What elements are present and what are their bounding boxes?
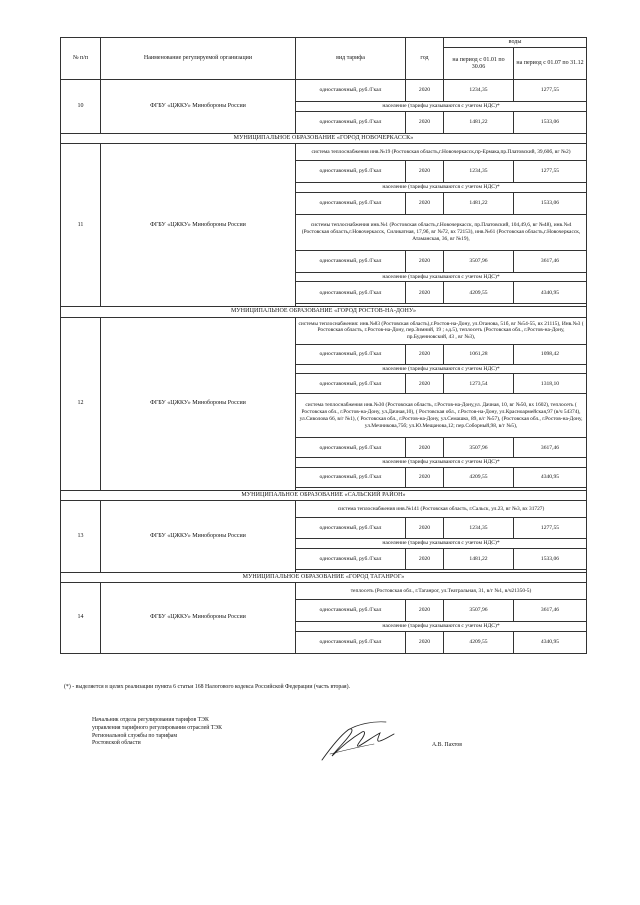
signatory-line: Региональной службы по тарифам [92, 732, 178, 739]
signatory-position [92, 717, 222, 748]
header-org: Наименование регулируемой организации [101, 38, 296, 80]
tariff-value-2: 1277,55 [514, 80, 587, 102]
population-note: население (тарифы указываются с учетом НДС)* [296, 102, 587, 112]
tariff-year: 2020 [406, 282, 444, 304]
tariff-value-1: 3507,96 [444, 600, 514, 622]
tariff-value-2: 1318,10 [514, 374, 587, 394]
tariff-year: 2020 [406, 518, 444, 539]
tariff-value-1: 1234,35 [444, 161, 514, 183]
org-name: ФГБУ «ЦЖКУ» Минобороны России [101, 80, 296, 134]
table-row [61, 80, 587, 102]
row-number: 13 [61, 501, 101, 573]
tariff-value-1: 1481,22 [444, 548, 514, 569]
tariff-value-1: 1273,54 [444, 374, 514, 394]
municipality-heading: МУНИЦИПАЛЬНОЕ ОБРАЗОВАНИЕ «ГОРОД ТАГАНРОГ» [61, 572, 587, 582]
tariff-type: одноставочный, руб./Гкал [296, 468, 406, 488]
tariff-value-2: 3617,46 [514, 438, 587, 458]
population-note: население (тарифы указываются с учетом НДС)* [296, 458, 587, 468]
row-number: 11 [61, 144, 101, 307]
tariff-value-1: 1234,35 [444, 80, 514, 102]
handwritten-signature [318, 716, 408, 764]
tariff-value-2: 3617,46 [514, 600, 587, 622]
header-period-1: на период с 01.01 по 30.06 [444, 48, 514, 80]
tariff-year: 2020 [406, 161, 444, 183]
tariff-type: одноставочный, руб./Гкал [296, 282, 406, 304]
heat-system-description: системы теплоснабжения инв.№1 (Ростовская область,г.Новочеркасск, пр.Платовский, 104,49,6, вг №48), инв.№4 (Ростовская область,г.Новочеркасск, Силикатная, 17,9б, вг №72, вх 72153), инв.№61 (Ростовская область,г.Новочеркасск, Атаманская, 36, вг №19), [296, 214, 587, 250]
signatory-line: Начальник отдела регулирования тарифов ТЭК [92, 717, 209, 723]
row-number: 10 [61, 80, 101, 134]
tariff-type: одноставочный, руб./Гкал [296, 80, 406, 102]
tariff-value-1: 1234,35 [444, 518, 514, 539]
tariff-type: одноставочный, руб./Гкал [296, 518, 406, 539]
heat-system-description: система теплоснабжения инв.№141 (Ростовская область, г.Сальск, ул.23, вг №3, вх 31727) [296, 501, 587, 518]
population-note: население (тарифы указываются с учетом НДС)* [296, 272, 587, 282]
tariff-value-2: 1098,42 [514, 344, 587, 364]
municipality-heading: МУНИЦИПАЛЬНОЕ ОБРАЗОВАНИЕ «ГОРОД НОВОЧЕРКАССК» [61, 133, 587, 143]
tariff-type: одноставочный, руб./Гкал [296, 548, 406, 569]
tariff-table [60, 37, 587, 654]
signatory-line: управления тарифного регулирования отраслей ТЭК [92, 724, 222, 731]
heat-system-description: система теплоснабжения инв.№30 (Ростовская область, г.Ростов-на-Дону,ул. Дачная, 10, вг №50, вх 1602), теплосеть ( Ростовская обл., г.Ростов-на-Дону, ул.Дачная,10), ( Ростовская обл., г.Ростов-на-Дону, ул.Красноармейская,97 (в/ч 54374), ул.Сиволова 66, в/г №1), ( Ростовская обл., г.Ростов-на-Дону, ул.Семашко, 89, в/г №57), (Ростовская обл., г.Ростов-на-Дону, ул.Мечникова,75б; ул.Ю.Мещанова,12; пер.Соборный,98, в/г №5), [296, 394, 587, 438]
tariff-value-1: 3507,96 [444, 438, 514, 458]
municipality-heading: МУНИЦИПАЛЬНОЕ ОБРАЗОВАНИЕ «САЛЬСКИЙ РАЙОН» [61, 491, 587, 501]
tariff-value-1: 3507,96 [444, 250, 514, 272]
tariff-value-1: 1481,22 [444, 192, 514, 214]
tariff-type: одноставочный, руб./Гкал [296, 192, 406, 214]
org-name: ФГБУ «ЦЖКУ» Минобороны России [101, 317, 296, 490]
tariff-type: одноставочный, руб./Гкал [296, 438, 406, 458]
tariff-type: одноставочный, руб./Гкал [296, 161, 406, 183]
heat-system-description: система теплоснабжения инв.№19 (Ростовская область,г.Новочеркасск,пр-Ермака,пр.Платовский, 39,60б, вг №2) [296, 144, 587, 161]
heat-system-description: теплосеть (Ростовская обл., г.Таганрог, ул.Театральная, 31, в/г №1, в/ч21350-5) [296, 583, 587, 600]
tariff-value-2: 1533,06 [514, 111, 587, 133]
tariff-value-2: 1277,55 [514, 161, 587, 183]
tariff-type: одноставочный, руб./Гкал [296, 111, 406, 133]
tariff-type: одноставочный, руб./Гкал [296, 600, 406, 622]
tariff-year: 2020 [406, 600, 444, 622]
tariff-value-1: 1481,22 [444, 111, 514, 133]
tariff-value-1: 4209,55 [444, 631, 514, 653]
tariff-year: 2020 [406, 548, 444, 569]
tariff-year: 2020 [406, 468, 444, 488]
header-group: воды [444, 38, 587, 48]
tariff-value-1: 1061,28 [444, 344, 514, 364]
org-name: ФГБУ «ЦЖКУ» Минобороны России [101, 144, 296, 307]
tariff-year: 2020 [406, 80, 444, 102]
tariff-year: 2020 [406, 111, 444, 133]
header-tariff-type: вид тарифа [296, 38, 406, 80]
tariff-type: одноставочный, руб./Гкал [296, 344, 406, 364]
org-name: ФГБУ «ЦЖКУ» Минобороны России [101, 501, 296, 573]
tariff-year: 2020 [406, 250, 444, 272]
org-name: ФГБУ «ЦЖКУ» Минобороны России [101, 583, 296, 654]
tariff-value-2: 1533,06 [514, 548, 587, 569]
header-num: № п/п [61, 38, 101, 80]
heat-system-description: системы теплоснабжения: инв.№83 (Ростовская область),г.Ростов-на-Дону, ул.Оганова, 51б, вг №54-55, вх 21115), Инв.№3 ( Ростовская область, г.Ростов-на-Дону, пер.Зимний, 19 ; ±д.5), теплосеть (Ростовская обл., г.Ростов-на-Дону, пр.Буденновский, 43 , вг №3), [296, 317, 587, 344]
tariff-year: 2020 [406, 374, 444, 394]
tariff-year: 2020 [406, 192, 444, 214]
tariff-value-1: 4209,55 [444, 282, 514, 304]
population-note: население (тарифы указываются с учетом НДС)* [296, 622, 587, 632]
signatory-name: А.В. Пахтов [432, 742, 463, 748]
tariff-type: одноставочный, руб./Гкал [296, 631, 406, 653]
tariff-type: одноставочный, руб./Гкал [296, 250, 406, 272]
tariff-value-2: 1533,06 [514, 192, 587, 214]
tariff-value-2: 4340,95 [514, 468, 587, 488]
tariff-value-1: 4209,55 [444, 468, 514, 488]
header-year: год [406, 38, 444, 80]
header-period-2: на период с 01.07 по 31.12 [514, 48, 587, 80]
row-number: 12 [61, 317, 101, 490]
tariff-value-2: 3617,46 [514, 250, 587, 272]
row-number: 14 [61, 583, 101, 654]
municipality-heading: МУНИЦИПАЛЬНОЕ ОБРАЗОВАНИЕ «ГОРОД РОСТОВ-НА-ДОНУ» [61, 307, 587, 317]
tariff-year: 2020 [406, 631, 444, 653]
population-note: население (тарифы указываются с учетом НДС)* [296, 364, 587, 374]
tariff-value-2: 4340,95 [514, 631, 587, 653]
population-note: население (тарифы указываются с учетом НДС)* [296, 539, 587, 549]
footnote: (*) - выделяется в целях реализации пункта 6 статьи 168 Налогового кодекса Российской Федерации (часть вторая). [64, 684, 350, 690]
population-note: население (тарифы указываются с учетом НДС)* [296, 183, 587, 193]
tariff-type: одноставочный, руб./Гкал [296, 374, 406, 394]
signatory-line: Ростовской области [92, 740, 141, 747]
tariff-value-2: 1277,55 [514, 518, 587, 539]
tariff-year: 2020 [406, 438, 444, 458]
tariff-value-2: 4340,95 [514, 282, 587, 304]
tariff-year: 2020 [406, 344, 444, 364]
